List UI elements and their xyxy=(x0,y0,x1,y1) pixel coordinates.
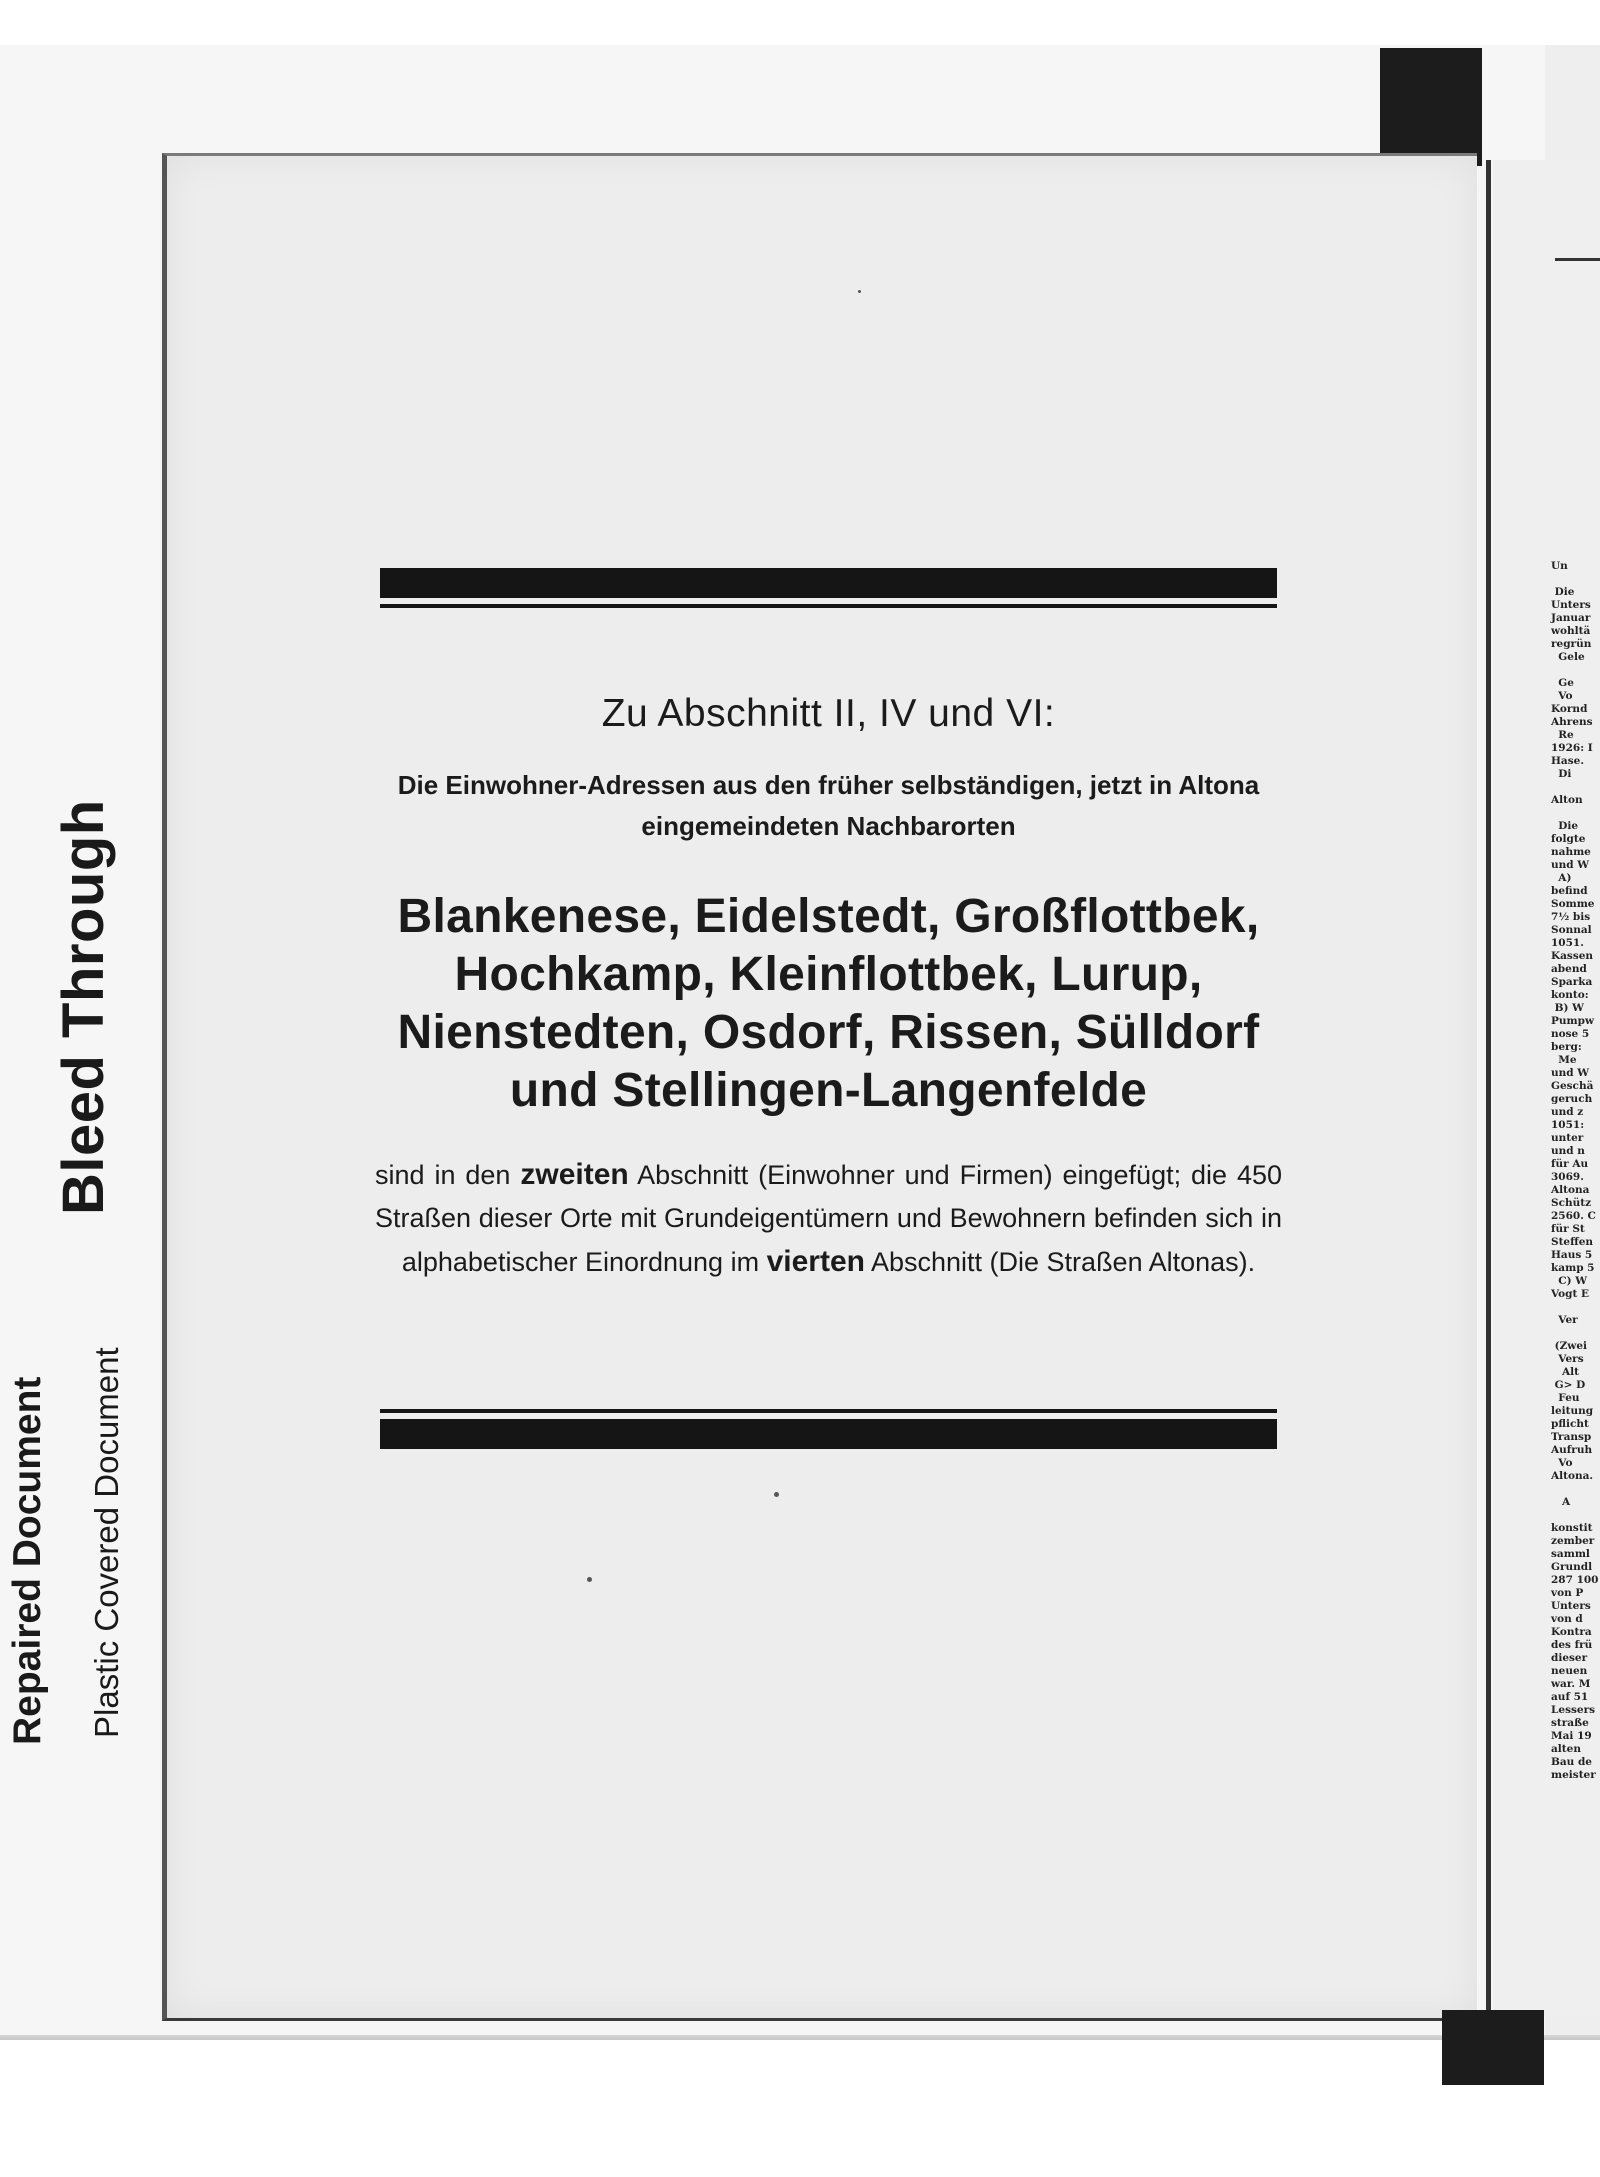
label-plastic-covered-document: Plastic Covered Document xyxy=(88,1347,125,1738)
scan-top-margin xyxy=(0,0,1600,45)
place-line: und Stellingen-Langenfelde xyxy=(509,1064,1148,1117)
body-emphasis: vierten xyxy=(766,1245,865,1278)
place-line: Blankenese, Eidelstedt, Großflottbek, xyxy=(397,890,1260,943)
place-line: Hochkamp, Kleinflottbek, Lurup, xyxy=(454,948,1203,1001)
paper-speck xyxy=(587,1577,592,1582)
body-emphasis: zweiten xyxy=(520,1158,629,1191)
label-repaired-document: Repaired Document xyxy=(6,1376,49,1745)
top-decorative-rule xyxy=(380,568,1277,608)
paper-speck xyxy=(858,290,861,293)
section-heading: Zu Abschnitt II, IV und VI: xyxy=(601,692,1056,735)
scan-bottom-margin xyxy=(0,2040,1600,2177)
body-text: sind in den xyxy=(375,1160,521,1190)
book-spine xyxy=(1486,160,1491,2010)
paper-speck xyxy=(774,1492,779,1497)
scan-marker-top xyxy=(1380,48,1482,166)
body-text: Abschnitt (Einwohner und Firmen) eingefügt; die 450 Straßen dieser Orte mit Grundeigentümern und Bewohnern befinden sich in alphabetischer Einordnung im xyxy=(375,1160,1283,1277)
place-names xyxy=(375,888,1282,1120)
section-subheading: Die Einwohner-Adressen aus den früher selbständigen, jetzt in Altona eingemeindeten Nachbarorten xyxy=(397,770,1260,841)
scan-marker-bottom xyxy=(1442,2010,1544,2085)
label-bleed-through: Bleed Through xyxy=(51,799,116,1215)
neighbor-page-text: Un Die Unters Januar wohltä regrün Gele Ge Vo Kornd Ahrens Re 1926: I Hase. Di Alton Die folgte nahme und W A) befind Somme 7½ bis Sonnal 1051. Kassen abend Sparka konto: B) W Pumpw nose 5 berg: Me und W Geschä geruch und z 1051: unter und n für Au 3069. Altona Schütz 2560. C für St Steffen Haus 5 kamp 5 C) W Vogt E Ver (Zwei Vers Alt G> D Feu leitung pflicht Transp Aufruh Vo Altona. A konstit zember samml Grundl 287 100 von P Unters von d Kontra des frü dieser neuen war. M auf 51 Lessers straße Mai 19 alten Bau de meister xyxy=(1551,560,1599,1781)
body-paragraph xyxy=(375,1153,1282,1284)
neighbor-page xyxy=(1493,160,1600,2015)
neighbor-page-rule xyxy=(1555,258,1600,261)
place-line: Nienstedten, Osdorf, Rissen, Sülldorf xyxy=(397,1006,1260,1059)
body-text: Abschnitt (Die Straßen Altonas). xyxy=(864,1247,1256,1277)
bottom-decorative-rule xyxy=(380,1409,1277,1449)
